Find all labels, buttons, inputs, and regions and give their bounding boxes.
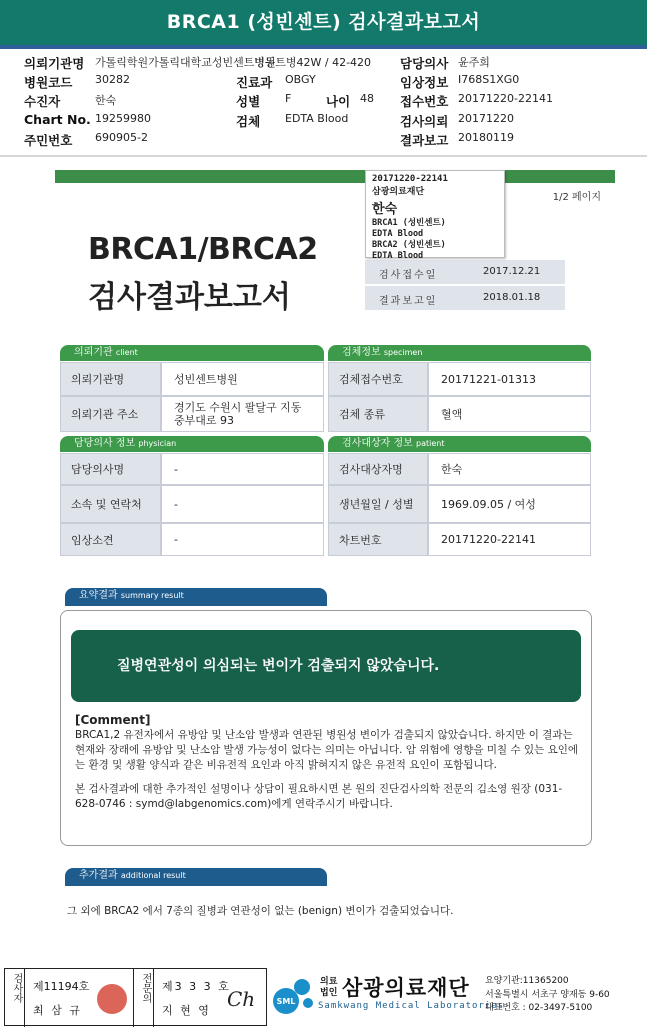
header-row [0,54,647,71]
org-info-line: 서울특별시 서초구 양재동 9-60 [485,989,610,1000]
section-title-en: physician [138,439,177,448]
header-value: 20180119 [458,131,514,144]
address-line: 경기도 수원시 팔달구 지동 [174,401,302,414]
header-row [0,131,647,148]
header-value: 윤주희 [458,56,490,69]
scanned-report [55,170,615,960]
sticker-line: 20171220-22141 [372,174,448,184]
sticker-line: BRCA1 (성빈센트) [372,218,446,228]
section-title: 추가결과 [79,870,118,881]
header-key: 임상정보 [400,75,449,90]
examiner-label: 검사자 [11,973,22,1003]
sticker-line: 삼광의료재단 [372,187,425,197]
org-info [485,975,610,1016]
header-value: 48 [360,92,374,105]
header-key: 주민번호 [24,133,73,148]
org-info-line: 요양기관:11365200 [485,976,569,986]
org-type [320,977,337,999]
section-title: 의뢰기관 [74,347,113,358]
header-value: OBGY [285,73,316,86]
header-key: 검체 [236,114,261,129]
specialist-label: 전문의 [140,973,151,1003]
divider [0,155,647,157]
specialist-license: 제3 3 3 호 [162,980,231,993]
header-value: 19259980 [95,112,151,125]
header-row [0,112,647,129]
signature: Ch [227,987,256,1011]
field-label: 소속 및 연락처 [60,485,161,523]
comment-paragraph: 본 검사결과에 대한 추가적인 설명이나 상담이 필요하시면 본 원의 진단검사의학 전문의 김소영 원장 (031-628-0746 : symd@labgenomics.com)에게 연락주시기 바랍니다. [75,783,563,810]
header-value: 690905-2 [95,131,148,144]
additional-result-text: 그 외에 BRCA2 에서 7종의 질병과 연관성이 없는 (benign) 변이가 검출되었습니다. [67,905,454,917]
org-type-line: 법인 [320,988,338,998]
date-label: 검사접수일 [379,270,438,281]
org-type-line: 의료 [320,977,338,987]
date-label: 결과보고일 [379,296,438,307]
org-name-en: Samkwang Medical Laboratories [318,1001,505,1011]
address-line: 중부대로 93 [174,414,234,427]
field-label: 임상소견 [60,523,161,556]
header-key: 담당의사 [400,56,449,71]
field-value [161,396,324,432]
patient-header [0,52,647,152]
logo-text: SML [276,997,296,1006]
section-title-en: patient [416,439,445,448]
header-value: 30282 [95,73,130,86]
specialist-name: 지 현 영 [162,1004,211,1017]
field-label: 생년월일 / 성별 [328,485,428,523]
header-value: 20171220-22141 [458,92,553,105]
specimen-label-sticker [365,170,505,261]
header-value: F [285,92,292,105]
header-key: 결과보고 [400,133,449,148]
header-value: 한숙 [95,94,117,107]
date-value: 2017.12.21 [483,266,541,277]
report-title: BRCA1 (성빈센트) 검사결과보고서 [0,0,647,45]
specimen-section-header [328,345,591,361]
header-value: I768S1XG0 [458,73,520,86]
hospital-name: 가톨릭학원가톨릭대학교성빈센트병원 [95,56,276,69]
field-value: - [161,453,324,485]
client-section-header [60,345,324,361]
header-key: 성별 [236,94,261,109]
header-key: 나이 [326,94,351,109]
summary-section-header [65,588,327,604]
header-value: EDTA Blood [285,112,349,125]
section-title: 담당의사 정보 [74,438,136,449]
footer [0,963,647,1036]
sml-logo-icon [272,973,316,1017]
sticker-line: EDTA Blood [372,251,424,261]
field-label: 차트번호 [328,523,428,556]
field-label: 검체 종류 [328,396,428,432]
report-date [365,286,565,310]
field-label: 담당의사명 [60,453,161,485]
specialist-label-cell [134,969,154,1027]
org-name: 삼광의료재단 [342,976,470,1000]
seal-stamp [97,984,127,1014]
header-row [0,73,647,90]
header-row [0,92,647,109]
patient-section-header [328,436,591,452]
field-value: 1969.09.05 / 여성 [428,485,591,523]
ward: 병동트병42W / 42-420 [254,56,372,69]
section-title: 검사대상자 정보 [342,438,413,449]
signature-box [4,968,267,1026]
field-value: - [161,485,324,523]
doc-title-line2: 검사결과보고서 [88,280,291,315]
examiner-name: 최 삼 규 [33,1004,82,1017]
sticker-name: 한숙 [372,202,398,217]
summary-header-rule [65,604,327,606]
date-value: 2018.01.18 [483,292,541,303]
header-key: 진료과 [236,75,273,90]
header-key: 수진자 [24,94,61,109]
section-title-en: summary result [120,591,184,600]
examiner-label-cell [5,969,25,1027]
section-title-en: specimen [383,348,423,357]
field-value: 20171221-01313 [428,362,591,396]
section-title: 검체정보 [342,347,381,358]
received-date [365,260,565,284]
field-value: - [161,523,324,556]
comment-heading: [Comment] [75,713,151,727]
page-number: 1/2 페이지 [552,192,601,203]
field-label: 의뢰기관 주소 [60,396,161,432]
header-key: Chart No. [24,112,91,127]
field-label: 검사대상자명 [328,453,428,485]
header-key: 접수번호 [400,94,449,109]
section-title-en: additional result [120,871,186,880]
sticker-line: EDTA Blood [372,229,424,239]
header-value: 20171220 [458,112,514,125]
org-info-line: 대표번호 : 02-3497-5100 [485,1003,593,1013]
field-value: 한숙 [428,453,591,485]
field-value: 혈액 [428,396,591,432]
section-title: 요약결과 [79,590,118,601]
comment-paragraph: BRCA1,2 유전자에서 유방암 및 난소암 발생과 연관된 병원성 변이가 검출되지 않았습니다. 하지만 이 결과는 현재와 장래에 유방암 및 난소암 발생 가능성이 없다는 의미는 아닙니다. 암 위험에 영향을 미칠 수 있는 요인에는 환경 및 생활 양식과 같은 비유전적 요인과 아직 밝혀지지 않은 유전적 요인이 포함됩니다. [75,729,579,771]
additional-section-header [65,868,327,884]
physician-section-header [60,436,324,452]
field-value: 성빈센트병원 [161,362,324,396]
examiner-license: 제11194호 [33,980,90,993]
doc-top-bar [55,170,615,183]
summary-box [60,610,592,846]
header-key: 의뢰기관명 [24,56,85,71]
title-underline [0,45,647,49]
section-title-en: client [115,348,138,357]
field-label: 검체접수번호 [328,362,428,396]
header-key: 병원코드 [24,75,73,90]
additional-header-rule [65,884,327,886]
field-value: 20171220-22141 [428,523,591,556]
summary-result-banner: 질병연관성이 의심되는 변이가 검출되지 않았습니다. [71,630,581,702]
comment-block [75,713,583,821]
header-key: 검사의뢰 [400,114,449,129]
doc-title-line1: BRCA1/BRCA2 [88,232,318,267]
field-label: 의뢰기관명 [60,362,161,396]
sticker-line: BRCA2 (성빈센트) [372,240,446,250]
